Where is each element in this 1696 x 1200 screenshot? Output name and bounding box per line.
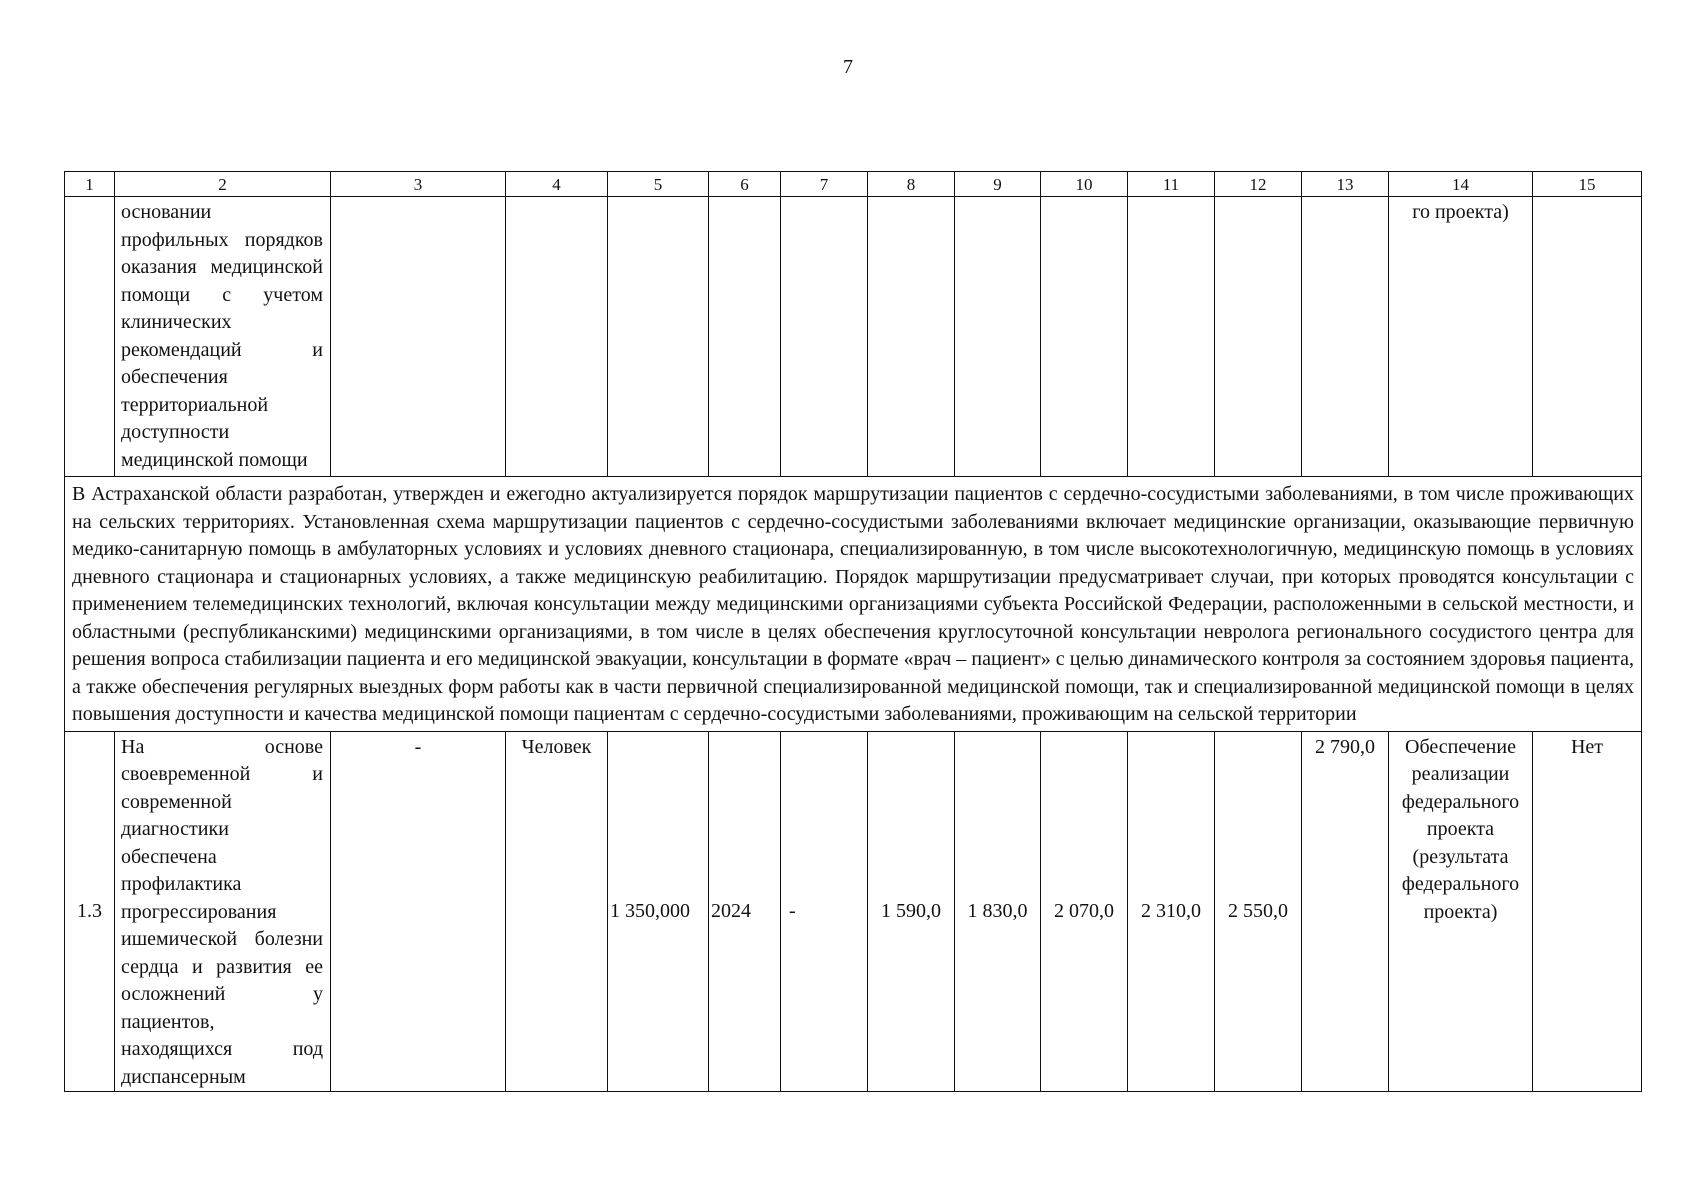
table-row (65, 731, 1642, 1092)
page-number: 7 (843, 56, 853, 78)
row-number: 1.3 (65, 731, 115, 1092)
column-number: 2 (115, 172, 331, 197)
column-number: 6 (709, 172, 781, 197)
value-col12: 2 550,0 (1215, 731, 1302, 1092)
column-number: 7 (781, 172, 868, 197)
indicator-basis: Обеспечение реализации федерального проекта (результата федерального проекта) (1389, 731, 1533, 1092)
continued-indicator-name: основании профильных порядков оказания медицинской помощи с учетом клинических рекомендаций и обеспечения территориальной доступности медицинской помощи (115, 197, 331, 477)
column-number: 14 (1389, 172, 1533, 197)
column-number: 11 (1128, 172, 1215, 197)
indicator-table (64, 171, 1642, 1092)
base-value: 1 350,000 (608, 731, 709, 1092)
indicator-level: - (331, 731, 506, 1092)
section-description: В Астраханской области разработан, утвержден и ежегодно актуализируется порядок маршрутизации пациентов с сердечно-сосудистыми заболеваниями, в том числе проживающих на сельских территориях. Установленная схема маршрутизации пациентов с сердечно-сосудистыми заболеваниями включает медицинские организации, оказывающие первичную медико-санитарную помощь в амбулаторных условиях и условиях дневного стационара, специализированную, в том числе высокотехнологичную, медицинскую помощь в условиях дневного стационара и стационарных условиях, а также медицинскую реабилитацию. Порядок маршрутизации предусматривает случаи, при которых проводятся консультации с применением телемедицинских технологий, включая консультации между медицинскими организациями субъекта Российской Федерации, расположенными в сельской местности, и областными (республиканскими) медицинскими организациями, в том числе в целях обеспечения круглосуточной консультации невролога регионального сосудистого центра для решения вопроса стабилизации пациента и его медицинской эвакуации, консультации в формате «врач – пациент» с целью динамического контроля за состоянием здоровья пациента, а также обеспечения регулярных выездных форм работы как в части первичной специализированной медицинской помощи, так и специализированной медицинской помощи в целях повышения доступности и качества медицинской помощи пациентам с сердечно-сосудистыми заболеваниями, проживающим на сельской территории (65, 477, 1642, 732)
information-system-flag: Нет (1533, 731, 1642, 1092)
column-number: 13 (1302, 172, 1389, 197)
column-number: 8 (868, 172, 955, 197)
column-number: 9 (955, 172, 1041, 197)
continued-basis-text: го проекта) (1389, 197, 1533, 477)
value-col13: 2 790,0 (1302, 731, 1389, 1092)
value-col11: 2 310,0 (1128, 731, 1215, 1092)
column-number: 4 (506, 172, 608, 197)
column-number: 15 (1533, 172, 1642, 197)
column-number: 3 (331, 172, 506, 197)
column-number: 5 (608, 172, 709, 197)
base-year: 2024 (709, 731, 781, 1092)
continued-row (65, 197, 1642, 477)
value-col8: 1 590,0 (868, 731, 955, 1092)
column-number: 1 (65, 172, 115, 197)
column-number-row (65, 172, 1642, 197)
indicator-name: На основе своевременной и современной диагностики обеспечена профилактика прогрессирования ишемической болезни сердца и развития ее осложнений у пациентов, находящихся под диспансерным (115, 731, 331, 1092)
section-row (65, 477, 1642, 732)
column-number: 10 (1041, 172, 1128, 197)
col7-value: - (781, 731, 868, 1092)
unit: Человек (506, 731, 608, 1092)
column-number: 12 (1215, 172, 1302, 197)
value-col9: 1 830,0 (955, 731, 1041, 1092)
value-col10: 2 070,0 (1041, 731, 1128, 1092)
